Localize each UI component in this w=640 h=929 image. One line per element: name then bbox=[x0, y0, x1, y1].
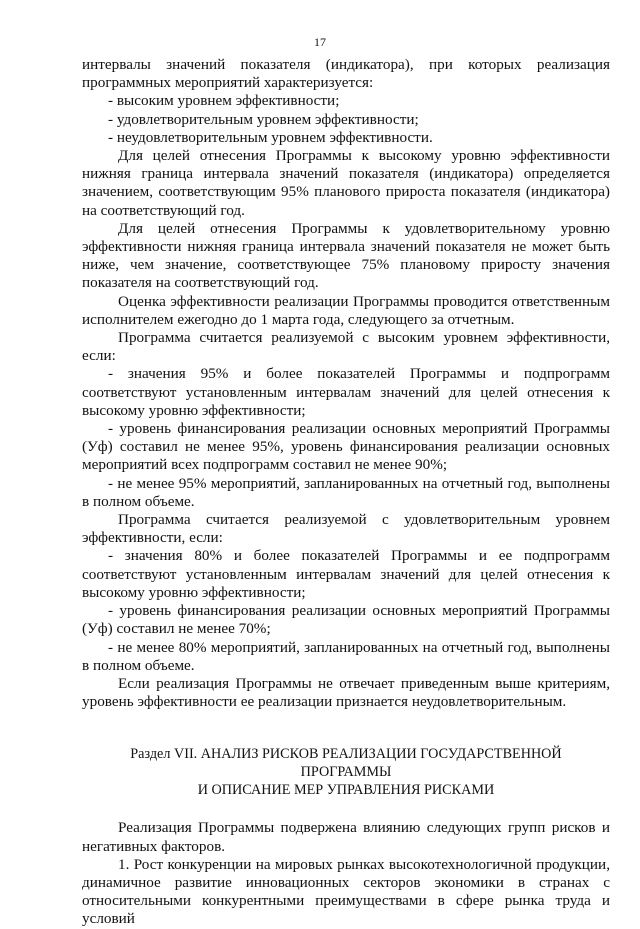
list-item: - неудовлетворительным уровнем эффективности. bbox=[108, 128, 433, 146]
document-body bbox=[82, 56, 610, 929]
list-item: - уровень финансирования реализации основных мероприятий Программы (Уф) составил не менее 95%, уровень финансирования реализации основных мероприятий всех подпрограмм составил не менее 90%; bbox=[82, 420, 610, 474]
section-heading bbox=[82, 745, 610, 799]
spacer bbox=[82, 799, 610, 819]
body-section-bottom bbox=[82, 819, 610, 928]
section-heading-line-2: И ОПИСАНИЕ МЕР УПРАВЛЕНИЯ РИСКАМИ bbox=[197, 782, 495, 799]
paragraph: Оценка эффективности реализации Программы проводится ответственным исполнителем ежегодно до 1 марта года, следующего за отчетным. bbox=[82, 292, 610, 328]
paragraph: интервалы значений показателя (индикатора), при которых реализация программных мероприятий характеризуется: bbox=[82, 56, 610, 92]
list-item: - значения 80% и более показателей Программы и ее подпрограмм соответствуют установленным интервалам значений для целей отнесения к высокому уровню эффективности; bbox=[82, 547, 610, 601]
page-number: 17 bbox=[314, 35, 326, 49]
paragraph: Реализация Программы подвержена влиянию следующих групп рисков и негативных факторов. bbox=[82, 819, 610, 855]
body-section-top bbox=[82, 56, 610, 711]
list-item: - не менее 95% мероприятий, запланированных на отчетный год, выполнены в полном объеме. bbox=[82, 474, 610, 510]
paragraph: Для целей отнесения Программы к удовлетворительному уровню эффективности нижняя граница интервала значений показателя не может быть ниже, чем значение, соответствующее 75% плановому приросту значения показателя на соответствующий год. bbox=[82, 219, 610, 292]
section-heading-line-1: Раздел VII. АНАЛИЗ РИСКОВ РЕАЛИЗАЦИИ ГОСУДАРСТВЕННОЙ ПРОГРАММЫ bbox=[130, 746, 562, 781]
paragraph: 1. Рост конкуренции на мировых рынках высокотехнологичной продукции, динамичное развитие инновационных секторов экономики в странах с относительными конкурентными преимуществами в сфере рынка труда и условий bbox=[82, 855, 610, 928]
list-item: - значения 95% и более показателей Программы и подпрограмм соответствуют установленным интервалам значений для целей отнесения к высокому уровню эффективности; bbox=[82, 365, 610, 419]
list-item: - не менее 80% мероприятий, запланированных на отчетный год, выполнены в полном объеме. bbox=[82, 638, 610, 674]
list-item: - уровень финансирования реализации основных мероприятий Программы (Уф) составил не менее 70%; bbox=[82, 602, 610, 638]
paragraph: Программа считается реализуемой с удовлетворительным уровнем эффективности, если: bbox=[82, 511, 610, 547]
paragraph: Если реализация Программы не отвечает приведенным выше критериям, уровень эффективности ее реализации признается неудовлетворительным. bbox=[82, 674, 610, 711]
list-item: - высоким уровнем эффективности; bbox=[108, 92, 340, 110]
paragraph: Для целей отнесения Программы к высокому уровню эффективности нижняя граница интервала значений показателя (индикатора) определяется значением, соответствующим 95% планового прироста показателя (индикатора) на соответствующий год. bbox=[82, 147, 610, 219]
list-item: - удовлетворительным уровнем эффективности; bbox=[108, 110, 419, 128]
paragraph: Программа считается реализуемой с высоким уровнем эффективности, если: bbox=[82, 329, 610, 365]
spacer bbox=[82, 711, 610, 745]
